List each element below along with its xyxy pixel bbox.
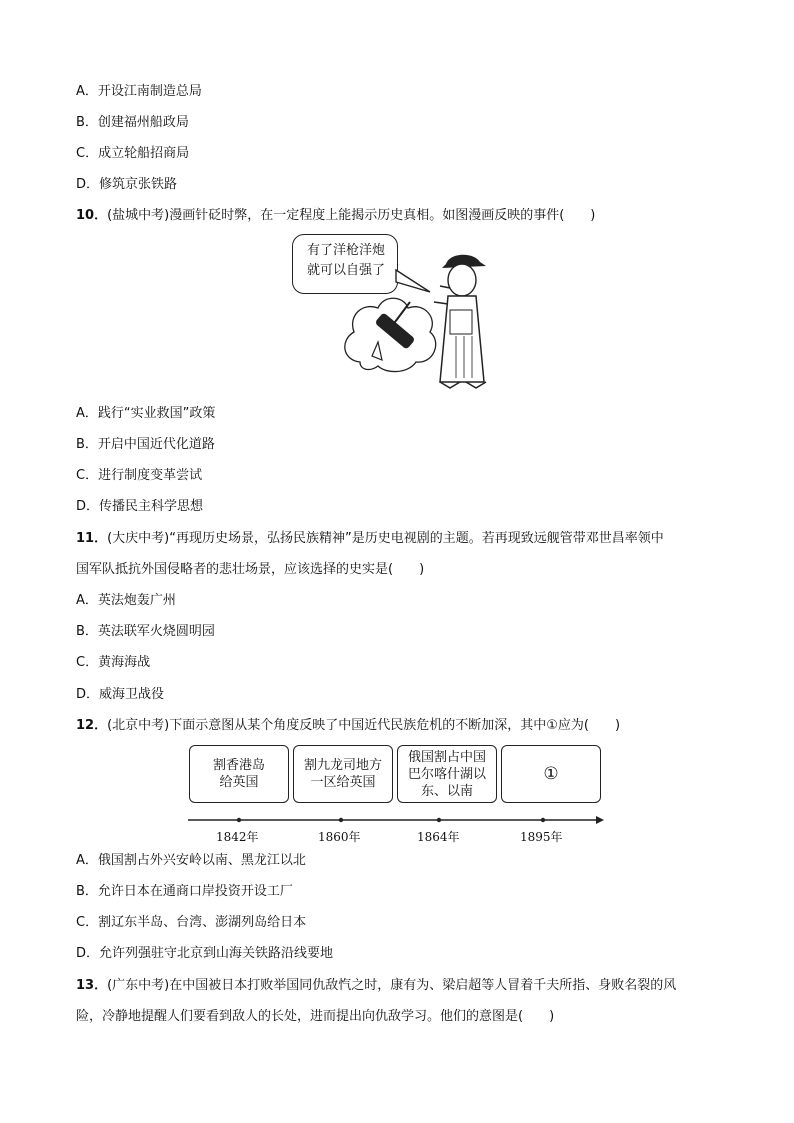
q12-text: (北京中考)下面示意图从某个角度反映了中国近代民族危机的不断加深，其中①应为( ) (107, 718, 621, 733)
q10-option-c: C．进行制度变革尝试 (76, 468, 203, 483)
timeline-box-1: 割香港岛 给英国 (189, 745, 289, 803)
timeline-year-2: 1860年 (318, 830, 361, 844)
timeline-year-1: 1842年 (216, 830, 259, 844)
q9-option-c: C．成立轮船招商局 (76, 146, 190, 161)
speech-bubble-line-1: 有了洋枪洋炮 (307, 243, 386, 258)
q11-text-1: (大庆中考)“再现历史场景，弘扬民族精神”是历史电视剧的主题。若再现致远舰管带邓世昌率领中 (107, 531, 664, 546)
q9-option-a: A．开设江南制造总局 (76, 84, 202, 99)
timeline-axis (186, 812, 606, 828)
q10-text: (盐城中考)漫画针砭时弊，在一定程度上能揭示历史真相。如图漫画反映的事件( ) (107, 208, 596, 223)
q9-option-b: B．创建福州船政局 (76, 115, 189, 130)
timeline-year-4: 1895年 (520, 830, 563, 844)
q13-number: 13． (76, 978, 108, 993)
q10-option-d: D．传播民主科学思想 (76, 499, 204, 514)
q10-number: 10． (76, 208, 108, 223)
q11-option-a: A．英法炮轰广州 (76, 593, 176, 608)
official-figure-illustration (290, 232, 510, 402)
q10-cartoon (290, 232, 510, 402)
q11-stem-line-2: 国军队抵抗外国侵略者的悲壮场景，应该选择的史实是( ) (76, 562, 425, 577)
q11-option-b: B．英法联军火烧圆明园 (76, 624, 215, 639)
timeline-box-2: 割九龙司地方 一区给英国 (293, 745, 393, 803)
q11-stem-line-1 (76, 530, 664, 548)
q13-stem-line-1 (76, 977, 676, 995)
q12-number: 12． (76, 718, 108, 733)
q12-stem (76, 717, 620, 735)
q12-option-b: B．允许日本在通商口岸投资开设工厂 (76, 884, 293, 899)
q11-option-d: D．威海卫战役 (76, 687, 165, 702)
q11-number: 11． (76, 531, 108, 546)
q12-option-c: C．割辽东半岛、台湾、澎湖列岛给日本 (76, 915, 307, 930)
q10-option-a: A．践行“实业救国”政策 (76, 406, 216, 421)
q13-text-1: (广东中考)在中国被日本打败举国同仇敌忾之时，康有为、梁启超等人冒着千夫所指、身败名裂的风 (107, 978, 677, 993)
q11-option-c: C．黄海海战 (76, 655, 151, 670)
q9-option-d: D．修筑京张铁路 (76, 177, 178, 192)
timeline-year-3: 1864年 (417, 830, 460, 844)
q12-option-d: D．允许列强驻守北京到山海关铁路沿线要地 (76, 946, 334, 961)
timeline-box-4: ① (501, 745, 601, 803)
q13-stem-line-2: 险，冷静地提醒人们要看到敌人的长处，进而提出向仇敌学习。他们的意图是( ) (76, 1009, 555, 1024)
timeline-box-3: 俄国割占中国 巴尔喀什湖以 东、以南 (397, 745, 497, 803)
speech-bubble-line-2: 就可以自强了 (307, 263, 386, 278)
q12-option-a: A．俄国割占外兴安岭以南、黑龙江以北 (76, 853, 306, 868)
q10-stem (76, 207, 595, 225)
q10-option-b: B．开启中国近代化道路 (76, 437, 215, 452)
